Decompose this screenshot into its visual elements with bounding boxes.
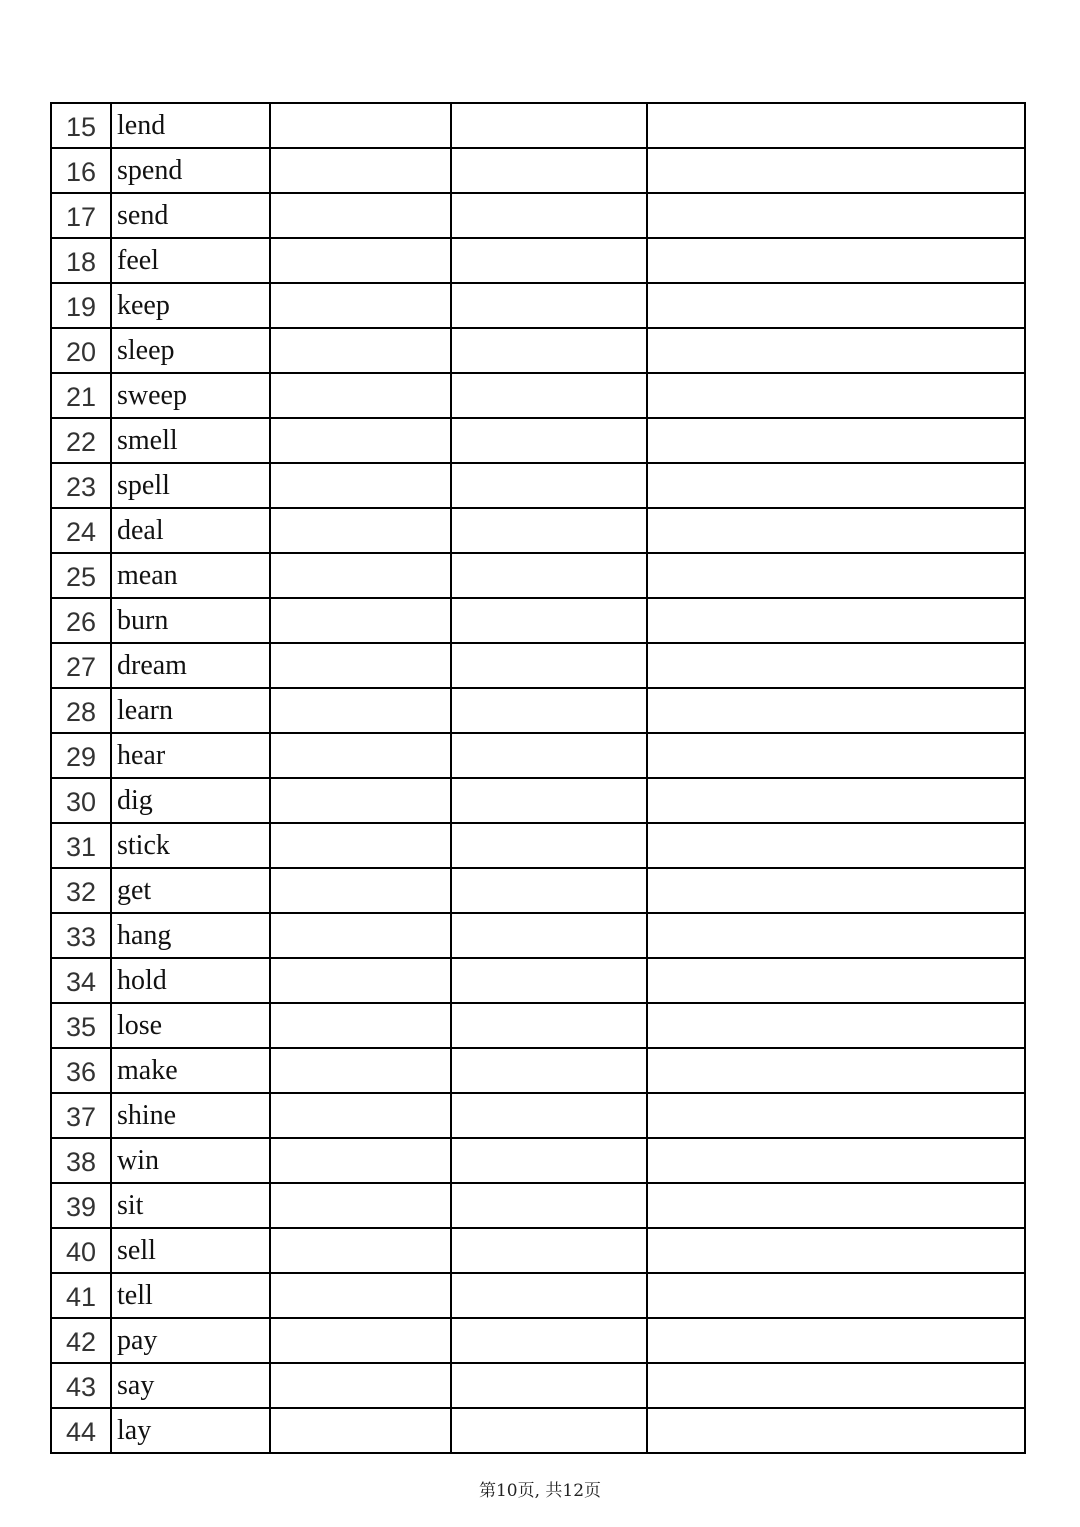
row-number: 28 (51, 688, 111, 733)
row-number: 37 (51, 1093, 111, 1138)
row-number: 23 (51, 463, 111, 508)
row-number: 31 (51, 823, 111, 868)
blank-cell-past-tense[interactable] (270, 688, 451, 733)
row-number: 35 (51, 1003, 111, 1048)
verb-base-form: sell (111, 1228, 270, 1273)
verb-base-form: burn (111, 598, 270, 643)
blank-cell-past-tense[interactable] (270, 1003, 451, 1048)
table-body (51, 103, 1025, 1453)
blank-cell-meaning[interactable] (647, 868, 1025, 913)
blank-cell-meaning[interactable] (647, 1228, 1025, 1273)
blank-cell-meaning[interactable] (647, 1093, 1025, 1138)
table-row (51, 1363, 1025, 1408)
blank-cell-past-tense[interactable] (270, 373, 451, 418)
verb-base-form: shine (111, 1093, 270, 1138)
blank-cell-past-participle[interactable] (451, 193, 647, 238)
blank-cell-past-tense[interactable] (270, 1228, 451, 1273)
blank-cell-past-tense[interactable] (270, 1183, 451, 1228)
blank-cell-meaning[interactable] (647, 238, 1025, 283)
table-row (51, 103, 1025, 148)
blank-cell-meaning[interactable] (647, 1048, 1025, 1093)
table-row (51, 553, 1025, 598)
verb-base-form: hang (111, 913, 270, 958)
verb-base-form: mean (111, 553, 270, 598)
blank-cell-past-tense[interactable] (270, 193, 451, 238)
blank-cell-meaning[interactable] (647, 418, 1025, 463)
row-number: 29 (51, 733, 111, 778)
blank-cell-meaning[interactable] (647, 373, 1025, 418)
table-row (51, 643, 1025, 688)
blank-cell-past-participle[interactable] (451, 103, 647, 148)
row-number: 18 (51, 238, 111, 283)
blank-cell-past-participle[interactable] (451, 778, 647, 823)
row-number: 27 (51, 643, 111, 688)
table-row (51, 778, 1025, 823)
blank-cell-meaning[interactable] (647, 823, 1025, 868)
blank-cell-past-tense[interactable] (270, 1093, 451, 1138)
blank-cell-past-participle[interactable] (451, 1408, 647, 1453)
blank-cell-past-tense[interactable] (270, 283, 451, 328)
blank-cell-past-participle[interactable] (451, 508, 647, 553)
blank-cell-past-tense[interactable] (270, 508, 451, 553)
blank-cell-past-participle[interactable] (451, 328, 647, 373)
table-row (51, 418, 1025, 463)
blank-cell-past-participle[interactable] (451, 598, 647, 643)
blank-cell-past-participle[interactable] (451, 1228, 647, 1273)
verb-base-form: hear (111, 733, 270, 778)
row-number: 42 (51, 1318, 111, 1363)
verb-base-form: keep (111, 283, 270, 328)
verb-base-form: feel (111, 238, 270, 283)
blank-cell-past-tense[interactable] (270, 958, 451, 1003)
blank-cell-meaning[interactable] (647, 958, 1025, 1003)
verb-base-form: make (111, 1048, 270, 1093)
blank-cell-past-participle[interactable] (451, 1363, 647, 1408)
verb-base-form: smell (111, 418, 270, 463)
table-row (51, 463, 1025, 508)
verb-base-form: send (111, 193, 270, 238)
page-number-footer: 第10页, 共12页 (478, 1481, 602, 1501)
row-number: 43 (51, 1363, 111, 1408)
row-number: 36 (51, 1048, 111, 1093)
verb-base-form: dream (111, 643, 270, 688)
row-number: 44 (51, 1408, 111, 1453)
blank-cell-meaning[interactable] (647, 508, 1025, 553)
blank-cell-past-tense[interactable] (270, 1318, 451, 1363)
blank-cell-past-participle[interactable] (451, 373, 647, 418)
blank-cell-past-tense[interactable] (270, 238, 451, 283)
table-row (51, 913, 1025, 958)
blank-cell-past-participle[interactable] (451, 643, 647, 688)
blank-cell-meaning[interactable] (647, 553, 1025, 598)
table-row (51, 283, 1025, 328)
row-number: 15 (51, 103, 111, 148)
blank-cell-past-tense[interactable] (270, 463, 451, 508)
verb-base-form: learn (111, 688, 270, 733)
blank-cell-past-participle[interactable] (451, 1003, 647, 1048)
verb-base-form: dig (111, 778, 270, 823)
table-row (51, 598, 1025, 643)
blank-cell-meaning[interactable] (647, 328, 1025, 373)
verb-base-form: lose (111, 1003, 270, 1048)
table-row (51, 193, 1025, 238)
blank-cell-past-participle[interactable] (451, 1048, 647, 1093)
verb-base-form: pay (111, 1318, 270, 1363)
verb-base-form: sleep (111, 328, 270, 373)
blank-cell-meaning[interactable] (647, 1003, 1025, 1048)
blank-cell-past-participle[interactable] (451, 283, 647, 328)
blank-cell-past-participle[interactable] (451, 553, 647, 598)
verb-worksheet-table (50, 102, 1026, 1454)
verb-base-form: hold (111, 958, 270, 1003)
row-number: 34 (51, 958, 111, 1003)
blank-cell-meaning[interactable] (647, 463, 1025, 508)
blank-cell-past-participle[interactable] (451, 1093, 647, 1138)
blank-cell-past-tense[interactable] (270, 598, 451, 643)
blank-cell-meaning[interactable] (647, 283, 1025, 328)
table-row (51, 958, 1025, 1003)
verb-base-form: get (111, 868, 270, 913)
row-number: 24 (51, 508, 111, 553)
blank-cell-past-tense[interactable] (270, 103, 451, 148)
blank-cell-meaning[interactable] (647, 913, 1025, 958)
verb-base-form: say (111, 1363, 270, 1408)
blank-cell-meaning[interactable] (647, 778, 1025, 823)
blank-cell-meaning[interactable] (647, 688, 1025, 733)
verb-base-form: stick (111, 823, 270, 868)
blank-cell-meaning[interactable] (647, 103, 1025, 148)
row-number: 30 (51, 778, 111, 823)
blank-cell-past-tense[interactable] (270, 1408, 451, 1453)
blank-cell-past-participle[interactable] (451, 463, 647, 508)
row-number: 33 (51, 913, 111, 958)
verb-base-form: tell (111, 1273, 270, 1318)
blank-cell-meaning[interactable] (647, 598, 1025, 643)
blank-cell-meaning[interactable] (647, 643, 1025, 688)
blank-cell-past-tense[interactable] (270, 1273, 451, 1318)
table-row (51, 373, 1025, 418)
blank-cell-past-participle[interactable] (451, 238, 647, 283)
row-number: 40 (51, 1228, 111, 1273)
verb-base-form: lend (111, 103, 270, 148)
row-number: 16 (51, 148, 111, 193)
blank-cell-past-participle[interactable] (451, 1318, 647, 1363)
verb-base-form: spend (111, 148, 270, 193)
blank-cell-past-tense[interactable] (270, 553, 451, 598)
blank-cell-past-participle[interactable] (451, 958, 647, 1003)
blank-cell-past-tense[interactable] (270, 418, 451, 463)
blank-cell-past-participle[interactable] (451, 913, 647, 958)
blank-cell-meaning[interactable] (647, 733, 1025, 778)
blank-cell-past-participle[interactable] (451, 418, 647, 463)
blank-cell-meaning[interactable] (647, 1183, 1025, 1228)
table-row (51, 1228, 1025, 1273)
table-row (51, 823, 1025, 868)
blank-cell-past-tense[interactable] (270, 778, 451, 823)
blank-cell-past-participle[interactable] (451, 733, 647, 778)
blank-cell-meaning[interactable] (647, 1318, 1025, 1363)
blank-cell-past-tense[interactable] (270, 1138, 451, 1183)
blank-cell-meaning[interactable] (647, 193, 1025, 238)
blank-cell-past-participle[interactable] (451, 868, 647, 913)
verb-base-form: sweep (111, 373, 270, 418)
blank-cell-past-tense[interactable] (270, 868, 451, 913)
row-number: 17 (51, 193, 111, 238)
row-number: 21 (51, 373, 111, 418)
row-number: 20 (51, 328, 111, 373)
blank-cell-past-tense[interactable] (270, 643, 451, 688)
table-row (51, 238, 1025, 283)
blank-cell-past-tense[interactable] (270, 1363, 451, 1408)
blank-cell-past-participle[interactable] (451, 823, 647, 868)
blank-cell-past-tense[interactable] (270, 148, 451, 193)
verb-base-form: win (111, 1138, 270, 1183)
table-row (51, 1138, 1025, 1183)
blank-cell-meaning[interactable] (647, 148, 1025, 193)
table-row (51, 508, 1025, 553)
verb-base-form: lay (111, 1408, 270, 1453)
blank-cell-past-tense[interactable] (270, 823, 451, 868)
table-row (51, 1183, 1025, 1228)
table-row (51, 1318, 1025, 1363)
table-row (51, 1093, 1025, 1138)
table-row (51, 1003, 1025, 1048)
blank-cell-past-participle[interactable] (451, 1138, 647, 1183)
blank-cell-past-tense[interactable] (270, 1048, 451, 1093)
blank-cell-past-participle[interactable] (451, 688, 647, 733)
table-row (51, 1273, 1025, 1318)
blank-cell-past-participle[interactable] (451, 1183, 647, 1228)
verb-base-form: spell (111, 463, 270, 508)
blank-cell-meaning[interactable] (647, 1138, 1025, 1183)
row-number: 25 (51, 553, 111, 598)
row-number: 41 (51, 1273, 111, 1318)
table-row (51, 148, 1025, 193)
table-row (51, 733, 1025, 778)
row-number: 32 (51, 868, 111, 913)
blank-cell-past-participle[interactable] (451, 1273, 647, 1318)
blank-cell-past-tense[interactable] (270, 733, 451, 778)
blank-cell-past-tense[interactable] (270, 328, 451, 373)
blank-cell-past-tense[interactable] (270, 913, 451, 958)
row-number: 38 (51, 1138, 111, 1183)
blank-cell-past-participle[interactable] (451, 148, 647, 193)
blank-cell-meaning[interactable] (647, 1273, 1025, 1318)
table-row (51, 868, 1025, 913)
row-number: 19 (51, 283, 111, 328)
table-row (51, 328, 1025, 373)
table-row (51, 1048, 1025, 1093)
blank-cell-meaning[interactable] (647, 1408, 1025, 1453)
table-row (51, 1408, 1025, 1453)
blank-cell-meaning[interactable] (647, 1363, 1025, 1408)
row-number: 39 (51, 1183, 111, 1228)
verb-base-form: deal (111, 508, 270, 553)
row-number: 26 (51, 598, 111, 643)
table-row (51, 688, 1025, 733)
row-number: 22 (51, 418, 111, 463)
verb-base-form: sit (111, 1183, 270, 1228)
